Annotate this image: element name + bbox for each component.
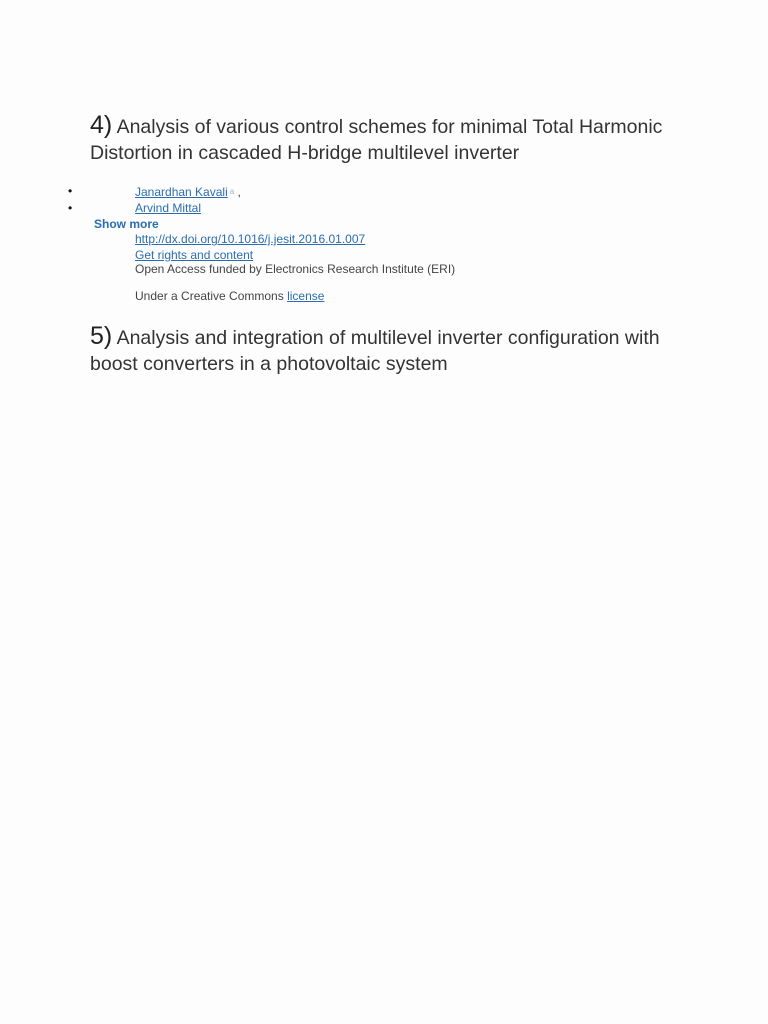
- doi-line: [135, 232, 365, 247]
- license-link[interactable]: license: [287, 289, 325, 303]
- bullet-icon: •: [68, 201, 73, 215]
- article-title-text: Analysis and integration of multilevel inverter configuration with boost converters in a photovoltaic system: [90, 327, 660, 375]
- article-number: 5): [90, 322, 113, 350]
- bullet-icon: •: [68, 184, 73, 198]
- article-number: 4): [90, 111, 113, 139]
- article-title-5: [90, 323, 690, 377]
- article-title-4: [90, 112, 690, 166]
- author-link-janardhan-kavali[interactable]: Janardhan Kavali: [135, 185, 228, 199]
- license-line: [135, 289, 324, 304]
- author-separator: ,: [237, 185, 241, 199]
- get-rights-link[interactable]: Get rights and content: [135, 248, 254, 262]
- article-title-text: Analysis of various control schemes for minimal Total Harmonic Distortion in cascaded H-bridge multilevel inverter: [90, 116, 663, 164]
- author-link-arvind-mittal[interactable]: Arvind Mittal: [135, 201, 202, 215]
- license-prefix: Under a Creative Commons: [135, 289, 284, 303]
- doi-link[interactable]: http://dx.doi.org/10.1016/j.jesit.2016.01.007: [135, 232, 366, 246]
- affiliation-marker[interactable]: a: [229, 187, 235, 196]
- open-access-note: Open Access funded by Electronics Research Institute (ERI): [135, 262, 456, 276]
- rights-line: [135, 248, 253, 263]
- show-more-button[interactable]: Show more: [94, 217, 159, 231]
